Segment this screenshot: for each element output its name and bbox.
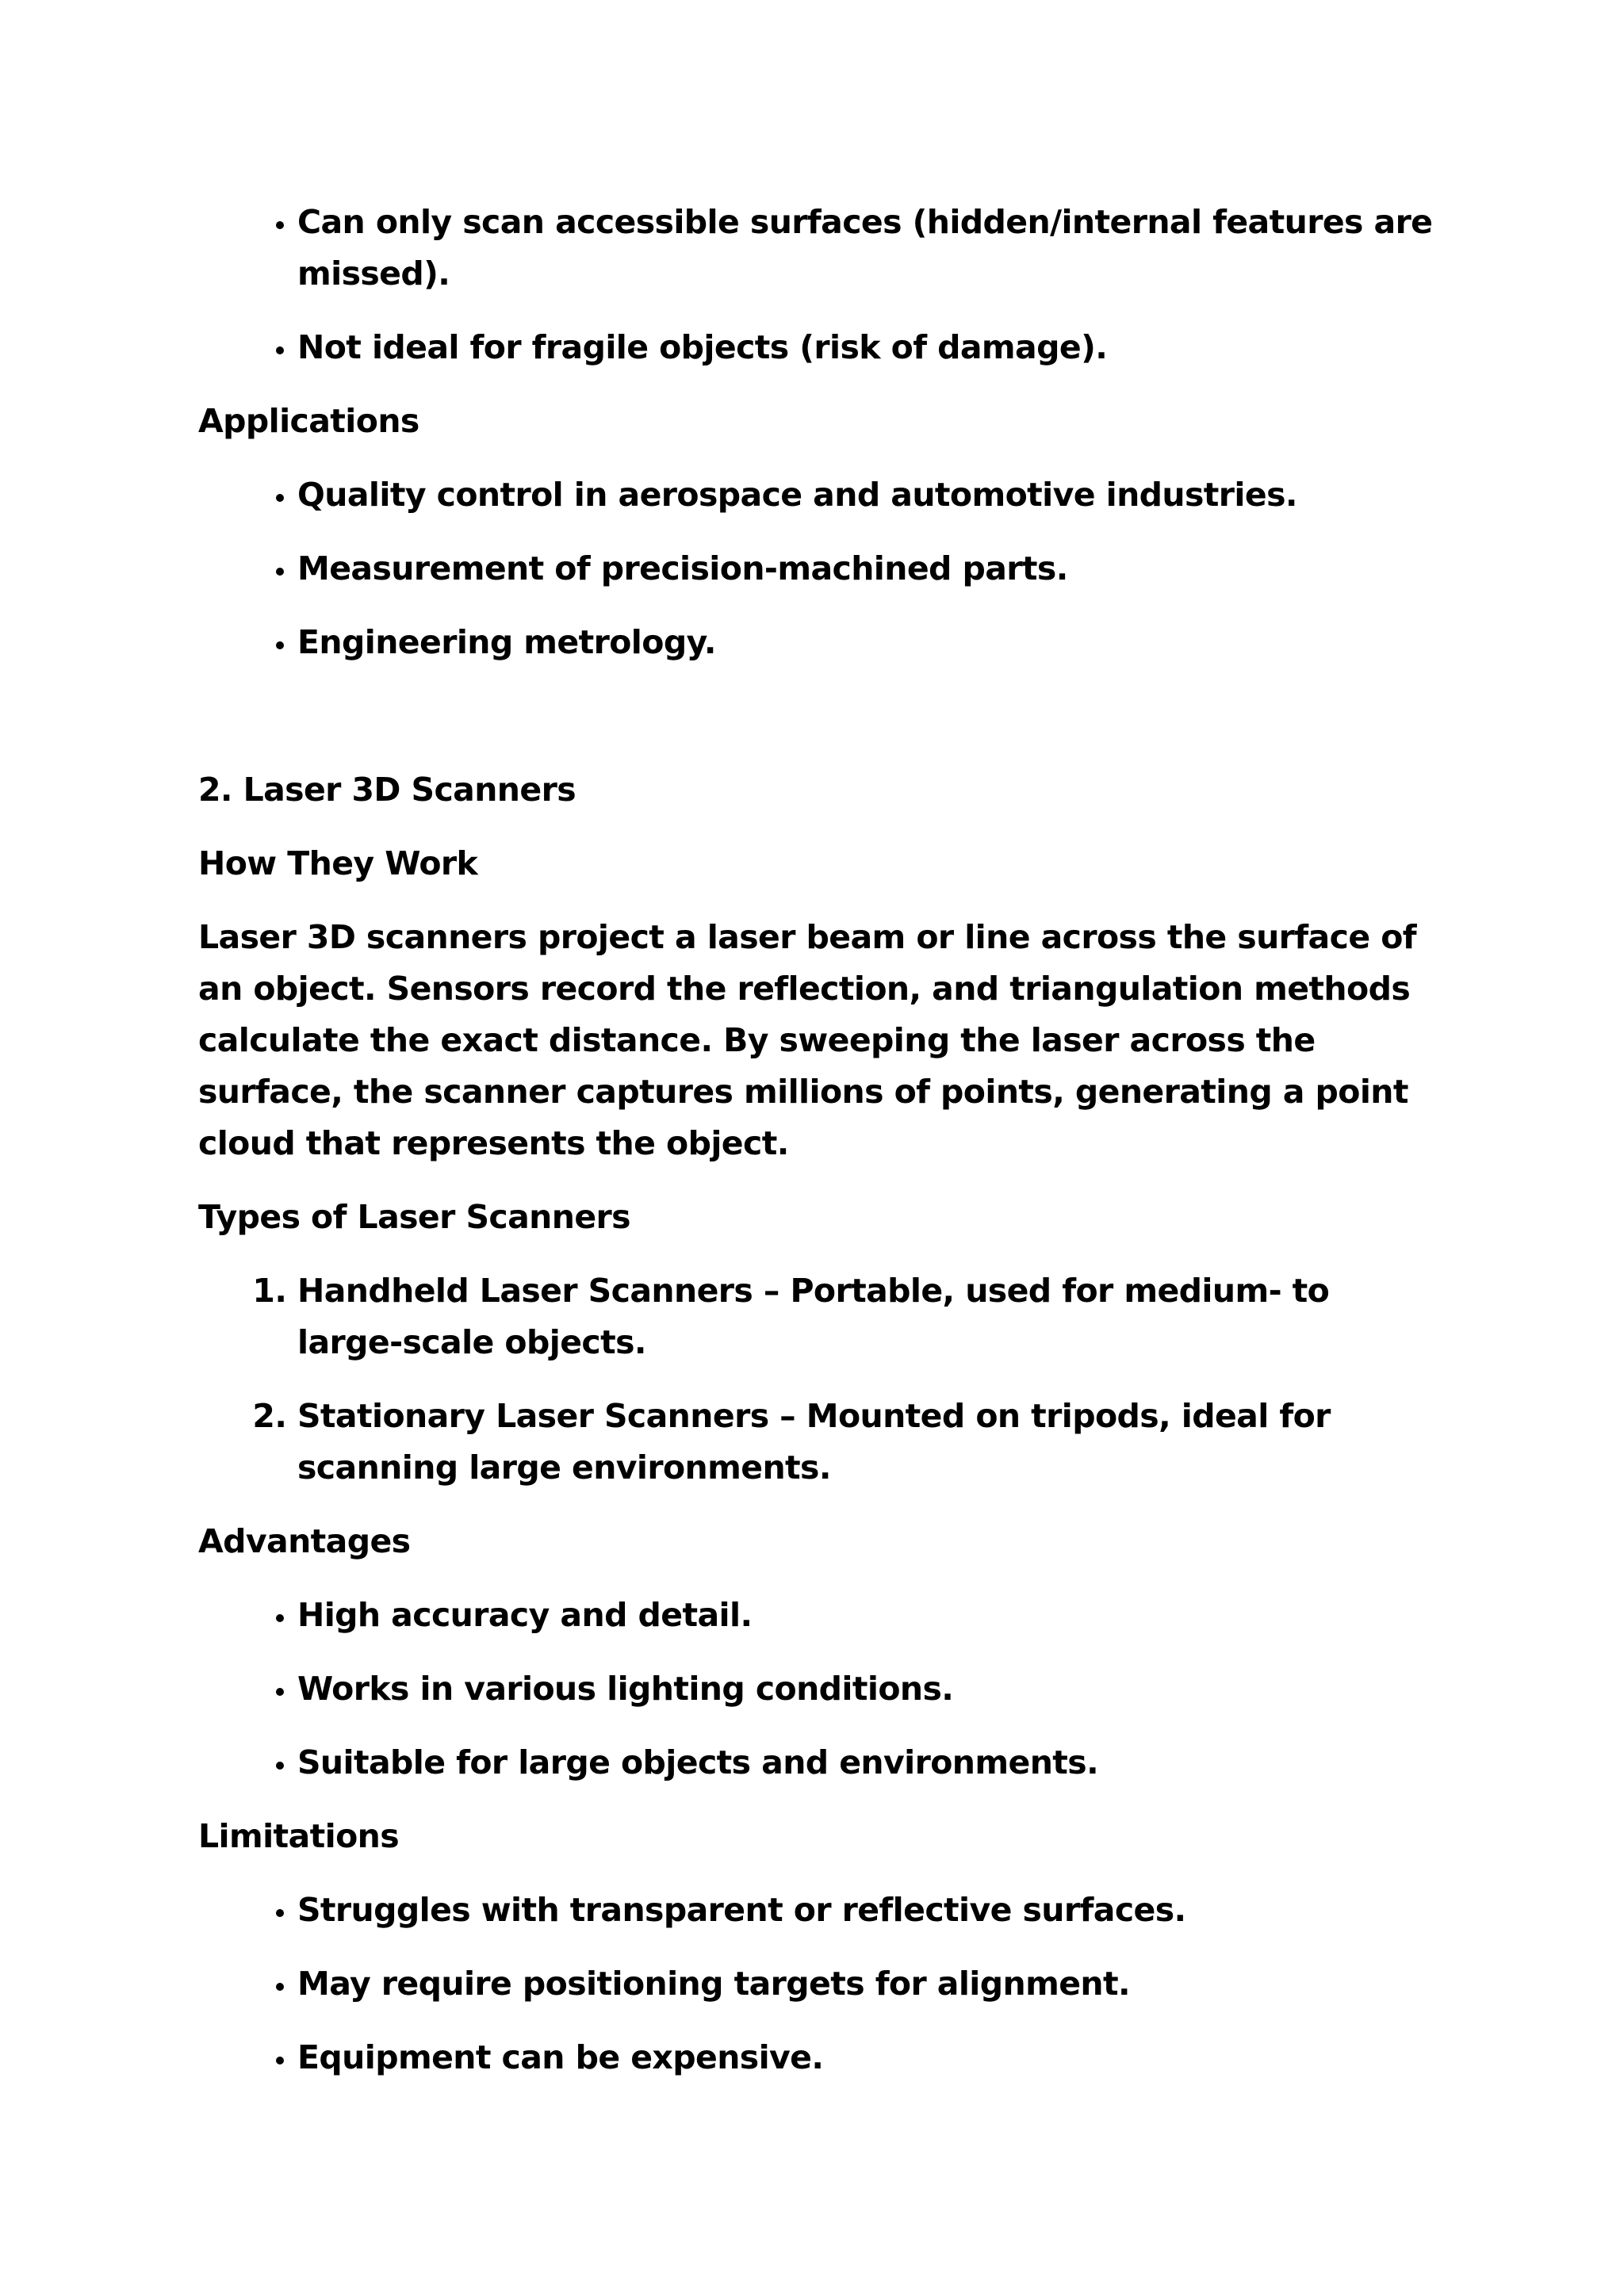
document-content	[198, 197, 1435, 2106]
types-heading: Types of Laser Scanners	[198, 1198, 630, 1236]
list-item: 1. Handheld Laser Scanners – Portable, used for medium- to large-scale objects.	[297, 1265, 1435, 1368]
list-item: • Works in various lighting conditions.	[297, 1663, 1435, 1715]
list-item: • Equipment can be expensive.	[297, 2032, 1435, 2084]
section-title: 2. Laser 3D Scanners	[198, 771, 576, 809]
list-item: 2. Stationary Laser Scanners – Mounted on tripods, ideal for scanning large environments.	[297, 1391, 1435, 1494]
list-item: • Not ideal for fragile objects (risk of damage).	[297, 322, 1435, 373]
list-item: • May require positioning targets for alignment.	[297, 1958, 1435, 2010]
types-list	[198, 1265, 1435, 1494]
applications-list	[198, 469, 1435, 668]
section-spacer	[198, 691, 1435, 764]
advantages-heading: Advantages	[198, 1522, 411, 1560]
list-item: • Struggles with transparent or reflective surfaces.	[297, 1885, 1435, 1936]
list-item: • Can only scan accessible surfaces (hidden/internal features are missed).	[297, 197, 1435, 300]
how-paragraph: Laser 3D scanners project a laser beam or line across the surface of an object. Sensors record the reflection, and triangulation methods calculate the exact distance. By sweeping the laser across the surface, the scanner captures millions of points, generating a point cloud that represents the object.	[198, 918, 1416, 1162]
list-item: • Engineering metrology.	[297, 617, 1435, 668]
list-item: • High accuracy and detail.	[297, 1590, 1435, 1641]
limitations-heading: Limitations	[198, 1817, 400, 1855]
how-heading: How They Work	[198, 844, 478, 882]
list-item: • Quality control in aerospace and automotive industries.	[297, 469, 1435, 521]
applications-heading: Applications	[198, 402, 419, 440]
list-item: • Suitable for large objects and environments.	[297, 1737, 1435, 1789]
limitations-list	[198, 1885, 1435, 2084]
list-item: • Measurement of precision-machined parts.	[297, 543, 1435, 595]
cmm-limitations-list	[198, 197, 1435, 373]
advantages-list	[198, 1590, 1435, 1789]
